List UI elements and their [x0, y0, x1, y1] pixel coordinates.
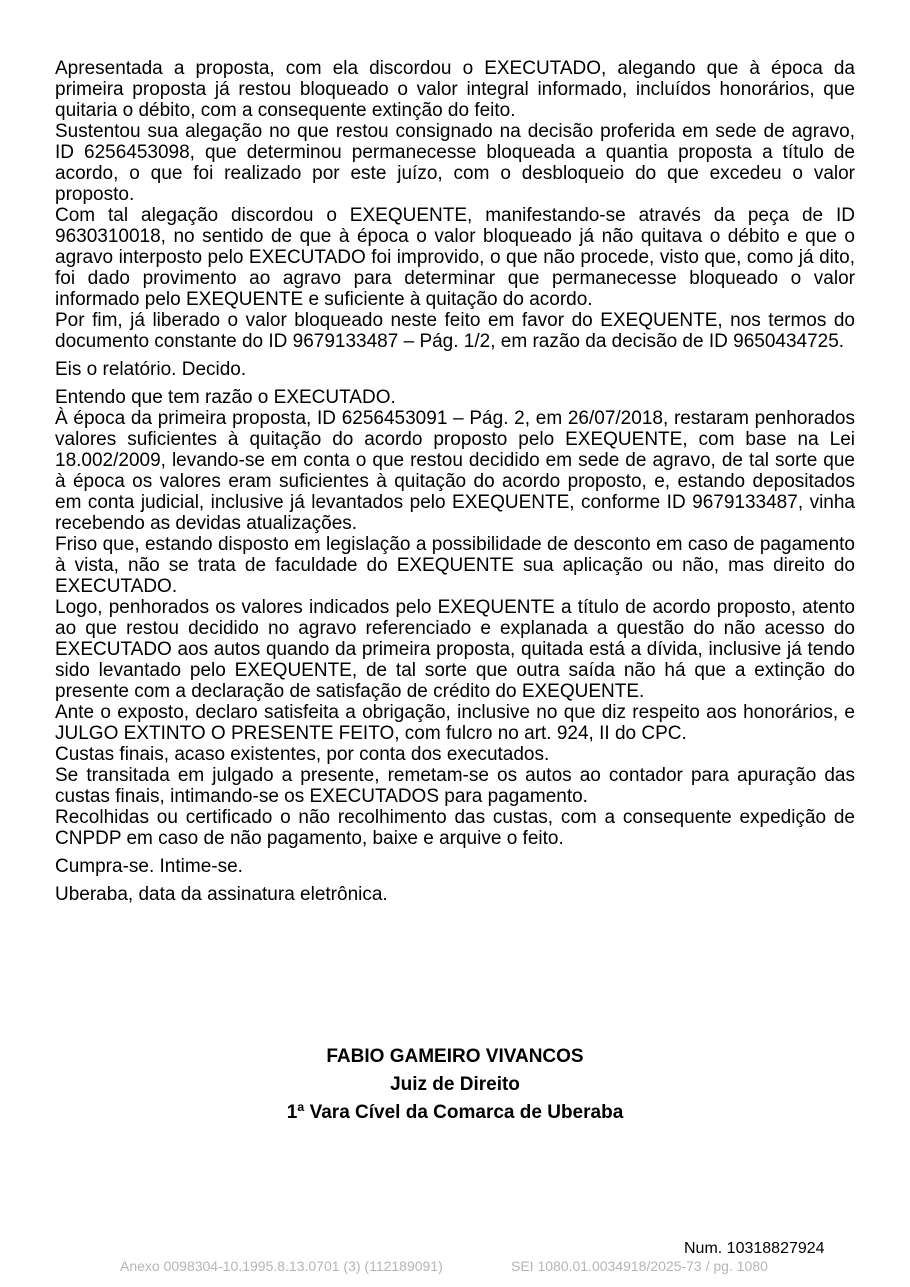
paragraph: Entendo que tem razão o EXECUTADO. — [55, 387, 396, 408]
paragraph: Eis o relatório. Decido. — [55, 359, 247, 380]
paragraph: Apresentada a proposta, com ela discordou o EXECUTADO, alegando que à época da primeira proposta já restou bloqueado o valor integral informado, incluídos honorários, que quitaria o débito, com a consequente extinção do feito. — [55, 58, 855, 121]
paragraph: Se transitada em julgado a presente, remetam-se os autos ao contador para apuração das custas finais, intimando-se os EXECUTADOS para pagamento. — [55, 765, 855, 807]
paragraph: À época da primeira proposta, ID 6256453091 – Pág. 2, em 26/07/2018, restaram penhorados valores suficientes à quitação do acordo proposto pelo EXEQUENTE, com base na Lei 18.002/2009, levando-se em conta o que restou decidido em sede de agravo, de tal sorte que à época os valores eram suficientes à quitação do acordo proposto, e, estando depositados em conta judicial, inclusive já levantados pelo EXEQUENTE, conforme ID 9679133487, vinha recebendo as devidas atualizações. — [55, 408, 855, 534]
paragraph: Sustentou sua alegação no que restou consignado na decisão proferida em sede de agravo, ID 6256453098, que determinou permanecesse bloqueada a quantia proposta a título de acordo, o que foi realizado por este juízo, com o desbloqueio do que excedeu o valor proposto. — [55, 121, 855, 205]
paragraph: Friso que, estando disposto em legislação a possibilidade de desconto em caso de pagamento à vista, não se trata de faculdade do EXEQUENTE sua aplicação ou não, mas direito do EXECUTADO. — [55, 534, 855, 597]
paragraph: Recolhidas ou certificado o não recolhimento das custas, com a consequente expedição de CNPDP em caso de não pagamento, baixe e arquive o feito. — [55, 807, 855, 849]
paragraph: Logo, penhorados os valores indicados pelo EXEQUENTE a título de acordo proposto, atento ao que restou decidido no agravo referenciado e explanada a questão do não acesso do EXECUTADO aos autos quando da primeira proposta, quitada está a dívida, inclusive já tendo sido levantado pelo EXEQUENTE, de tal sorte que outra saída não há que a extinção do presente com a declaração de satisfação de crédito do EXEQUENTE. — [55, 597, 855, 702]
paragraph: Ante o exposto, declaro satisfeita a obrigação, inclusive no que diz respeito aos honorários, e JULGO EXTINTO O PRESENTE FEITO, com fulcro no art. 924, II do CPC. — [55, 702, 855, 744]
paragraph: Com tal alegação discordou o EXEQUENTE, manifestando-se através da peça de ID 9630310018, no sentido de que à época o valor bloqueado já não quitava o débito e que o agravo interposto pelo EXECUTADO foi improvido, o que não procede, visto que, como já dito, foi dado provimento ao agravo para determinar que permanecesse bloqueado o valor informado pelo EXEQUENTE e suficiente à quitação do acordo. — [55, 205, 855, 310]
paragraph: Por fim, já liberado o valor bloqueado neste feito em favor do EXEQUENTE, nos termos do documento constante do ID 9679133487 – Pág. 1/2, em razão da decisão de ID 9650434725. — [55, 310, 855, 352]
signature-block — [0, 1043, 910, 1127]
court-name: 1ª Vara Cível da Comarca de Uberaba — [286, 1102, 624, 1123]
footer-sei: SEI 1080.01.0034918/2025-73 / pg. 1080 — [511, 1258, 768, 1274]
document-number: Num. 10318827924 — [684, 1240, 825, 1257]
paragraph: Uberaba, data da assinatura eletrônica. — [55, 884, 388, 905]
footer-annex: Anexo 0098304-10.1995.8.13.0701 (3) (112189091) — [120, 1258, 443, 1274]
paragraph: Cumpra-se. Intime-se. — [55, 856, 243, 877]
decision-body — [55, 58, 855, 905]
judge-title: Juiz de Direito — [390, 1074, 520, 1095]
paragraph: Custas finais, acaso existentes, por conta dos executados. — [55, 744, 550, 765]
judge-name: FABIO GAMEIRO VIVANCOS — [326, 1046, 584, 1067]
